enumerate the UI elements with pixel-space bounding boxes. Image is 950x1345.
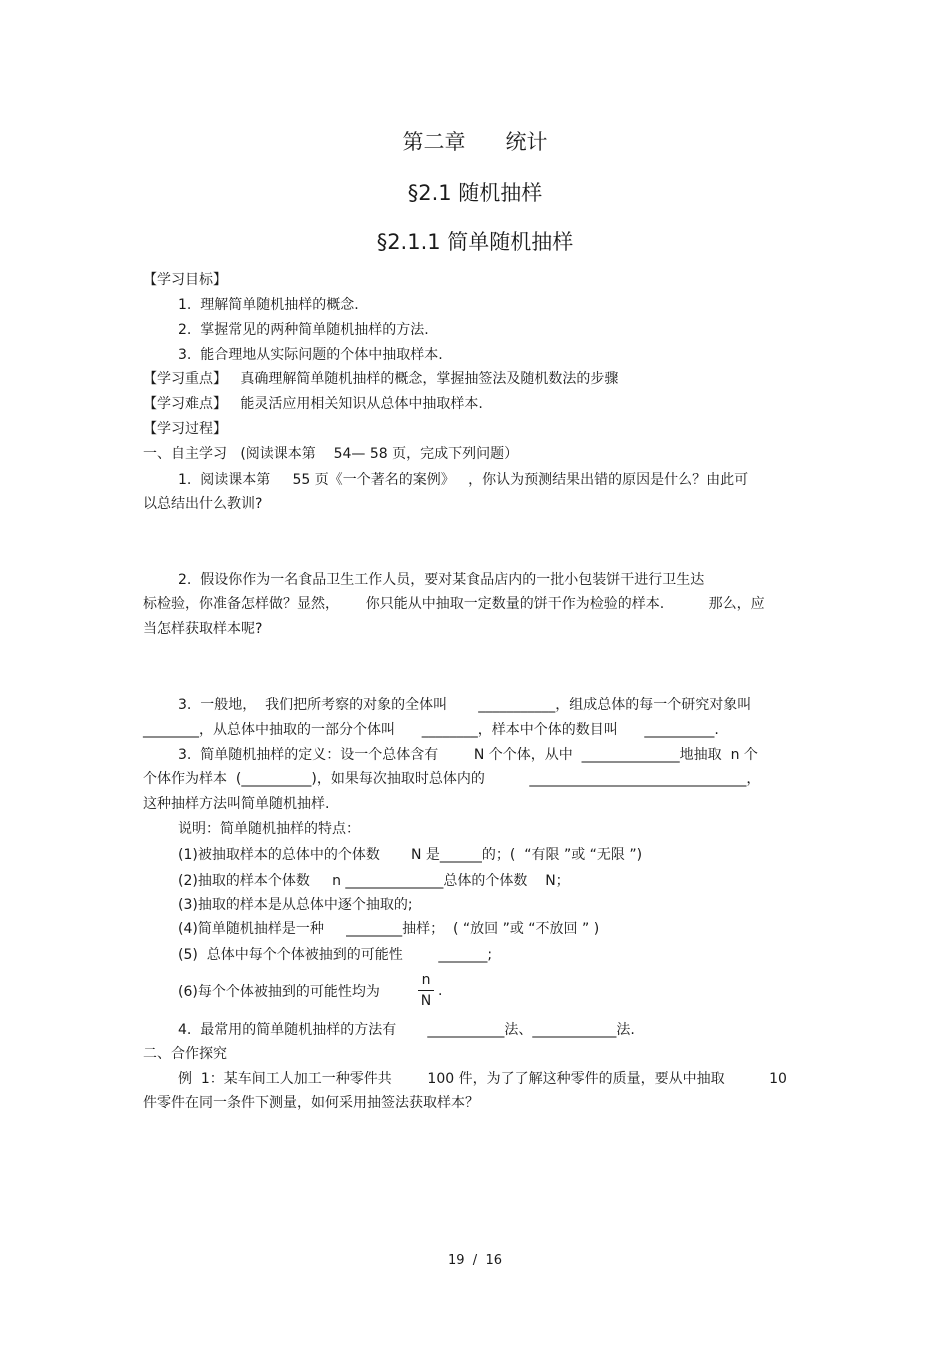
text-line: 2. 假设你作为一名食品卫生工作人员，要对某食品店内的一批小包装饼干进行卫生达: [178, 572, 705, 588]
text-line: 3. 简单随机抽样的定义：设一个总体含有 N 个个体，从中 ______________地抽取 n 个: [178, 747, 758, 763]
fraction-bar: [418, 990, 434, 991]
fraction-numerator: n: [421, 972, 431, 988]
text-line: ________，从总体中抽取的一部分个体叫 ________，样本中个体的数目叫 __________.: [143, 722, 719, 738]
text-line: 3. 一般地， 我们把所考察的对象的全体叫 ___________，组成总体的每一个研究对象叫: [178, 697, 752, 713]
text-line: 一、自主学习 (阅读课本第 54— 58 页，完成下列问题）: [143, 446, 519, 462]
text-line: 说明：简单随机抽样的特点：: [178, 821, 360, 837]
text-line: 1. 理解简单随机抽样的概念.: [178, 297, 359, 313]
text-line: 【学习目标】: [143, 272, 227, 288]
text-line: 标检验，你准备怎样做？显然， 你只能从中抽取一定数量的饼干作为检验的样本. 那么，应: [143, 596, 765, 612]
text-line: 3. 能合理地从实际问题的个体中抽取样本.: [178, 347, 443, 363]
fraction-denominator: N: [420, 993, 432, 1009]
chapter-title: 第二章 统计: [402, 130, 548, 154]
text-line: 【学习过程】: [143, 421, 227, 437]
text-line: (4)简单随机抽样是一种 ________抽样； ( “放回 ”或 “不放回 ” ): [178, 921, 600, 937]
text-line: 以总结出什么教训?: [143, 496, 263, 512]
section-title: §2.1 随机抽样: [407, 181, 543, 205]
subsection-title: §2.1.1 简单随机抽样: [376, 230, 574, 254]
text-line: 件零件在同一条件下测量，如何采用抽签法获取样本？: [143, 1095, 479, 1111]
text-line: 4. 最常用的简单随机抽样的方法有 ___________法、____________法.: [178, 1022, 635, 1038]
text-line: 2. 掌握常见的两种简单随机抽样的方法.: [178, 322, 429, 338]
probability-fraction: [416, 971, 436, 1010]
text-line: 1. 阅读课本第 55 页《一个著名的案例》 ，你认为预测结果出错的原因是什么？由此可: [178, 472, 749, 488]
text-line: 二、合作探究: [143, 1046, 227, 1062]
text-line: 例 1：某车间工人加工一种零件共 100 件，为了了解这种零件的质量，要从中抽取 10: [178, 1071, 787, 1087]
text-line: (2)抽取的样本个体数 n ______________总体的个体数 N；: [178, 873, 570, 889]
text-line: 【学习重点】 真确理解简单随机抽样的概念，掌握抽签法及随机数法的步骤: [143, 371, 619, 387]
text-line: (5) 总体中每个个体被抽到的可能性 _______;: [178, 947, 493, 963]
fraction-period: .: [438, 983, 443, 999]
text-line: (1)被抽取样本的总体中的个体数 N 是______的；( “有限 ”或 “无限 ”): [178, 847, 643, 863]
page-number: 19 / 16: [448, 1253, 502, 1268]
text-line: (3)抽取的样本是从总体中逐个抽取的;: [178, 897, 413, 913]
text-line: 这种抽样方法叫简单随机抽样.: [143, 796, 330, 812]
text-line: 个体作为样本 (__________)，如果每次抽取时总体内的 _______________________________，: [143, 771, 761, 787]
text-line: (6)每个个体被抽到的可能性均为: [178, 984, 380, 1000]
text-line: 当怎样获取样本呢?: [143, 621, 263, 637]
text-line: 【学习难点】 能灵活应用相关知识从总体中抽取样本.: [143, 396, 483, 412]
